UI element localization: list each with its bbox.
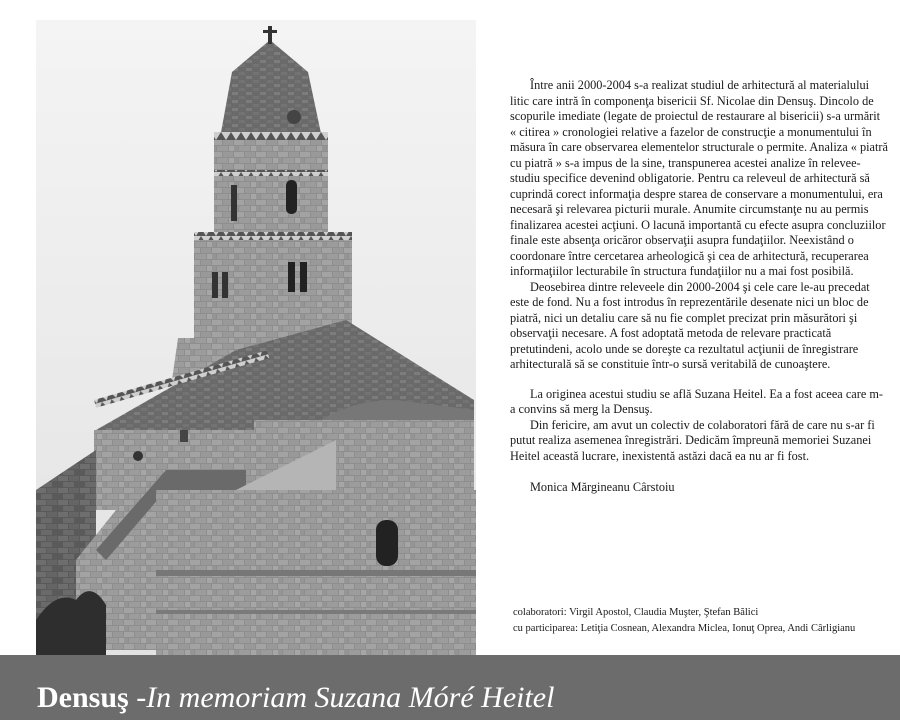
participation-line: cu participarea: Letiţia Cosnean, Alexandra Miclea, Ionuţ Oprea, Andi Cârligianu	[513, 623, 856, 634]
author-signature: Monica Mărgineanu Cârstoiu	[530, 480, 675, 494]
collaborators-line: colaboratori: Virgil Apostol, Claudia Muşter, Ştefan Bălici	[513, 607, 759, 618]
paragraph-4: Din fericire, am avut un colectiv de colaboratori fără de care nu s-ar fi putut realiza asemenea înregistrări. Dedicăm împreună memoriei Suzanei Heitel această lucrare, inexistentă astăzi dacă ea nu ar fi fost.	[510, 417, 875, 463]
title-dedication: -In memoriam Suzana Móré Heitel	[128, 681, 555, 714]
paragraph-1: Între anii 2000-2004 s-a realizat studiul de arhitectură al materialului litic care intră în componenţa bisericii Sf. Nicolae din Densuş. Dincolo de scopurile imediate (legate de proiectul de restaurare al bisericii) s-a urmărit « citirea » cronologiei relative a fazelor de construcţie a monumentului în măsura în care observarea elementelor structurale o permite. Analiza « piatră cu piatră » s-a impus de la sine, transpunerea acestei analize în relevee-studiu specifice devenind obligatorie. Pentru ca releveul de arhitectură să cuprindă corect informaţia despre starea de conservare a monumentului, era necesară şi relevarea picturii murale. Anumite circumstanţe nu au permis finalizarea acestei acţiuni. O lacună importantă cu efecte asupra concluziilor finale este absenţa oricăror observaţii asupra fundaţiilor. Neexistând o coordonare între cercetarea arheologică şi cea de arhitectură, recuperarea informaţiilor lecturabile în structura fundaţiilor nu a mai fost posibilă.	[510, 78, 888, 278]
paragraph-2: Deosebirea dintre releveele din 2000-2004 şi cele care le-au precedat este de fond. Nu a fost introdus în reprezentările desenate nici un bloc de piatră, nici un detaliu care să nu fie complet precizat prin măsurători şi observaţii necesare. A fost adoptată metoda de relevare practicată pretutindeni, acolo unde se doreşte ca rezultatul acţiunii de înregistrare arhitecturală să se constituie într-o sursă veritabilă de cunoaştere.	[510, 279, 870, 371]
body-text	[510, 78, 888, 496]
paragraph-3: La originea acestui studiu se află Suzana Heitel. Ea a fost aceea care m-a convins să merg la Densuş.	[510, 386, 884, 416]
title-place: Densuş	[37, 681, 129, 714]
church-photo	[36, 20, 476, 670]
credits	[513, 605, 855, 637]
page-title	[37, 680, 554, 716]
